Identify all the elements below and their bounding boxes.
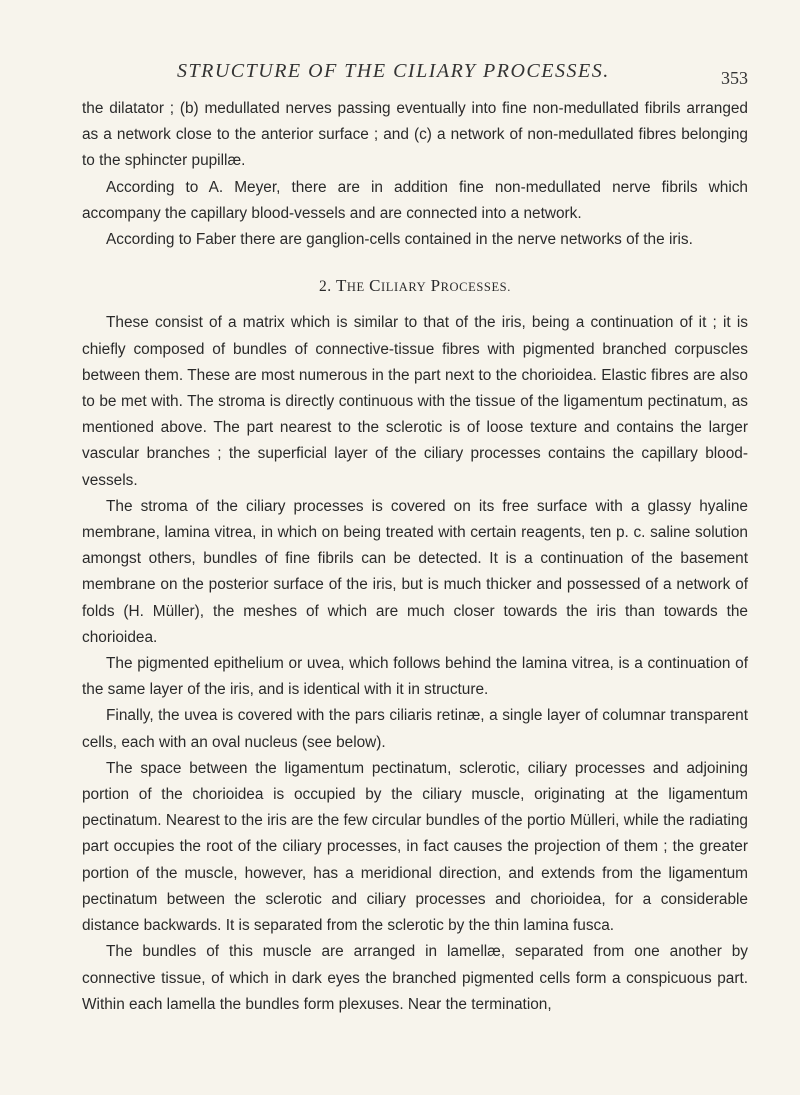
body-text — [82, 96, 748, 1018]
paragraph: According to A. Meyer, there are in addition fine non-medullated nerve fibrils which accompany the capillary blood-vessels and are connected into a network. — [82, 178, 748, 222]
running-title: STRUCTURE OF THE CILIARY PROCESSES. — [177, 60, 610, 82]
section-title: THE CILIARY PROCESSES. — [336, 276, 511, 296]
section-number: 2. — [319, 278, 332, 296]
paragraph: According to Faber there are ganglion-cells contained in the nerve networks of the iris. — [106, 231, 693, 249]
page-number: 353 — [721, 68, 748, 88]
paragraph: The bundles of this muscle are arranged in lamellæ, separated from one another by connective tissue, of which in dark eyes the branched pigmented cells form a conspicuous part. Within each lamella the bundles form plexuses. Near the termination, — [82, 943, 748, 1013]
section-heading — [82, 273, 748, 300]
page-header — [82, 60, 748, 86]
paragraph: The stroma of the ciliary processes is covered on its free surface with a glassy hyaline membrane, lamina vitrea, in which on being treated with certain reagents, ten p. c. saline solution amongst others, bundles of fine fibrils can be detected. It is a continuation of the basement membrane on the posterior surface of the iris, but is much thicker and possessed of a network of folds (H. Müller), the meshes of which are much closer towards the iris than towards the chorioidea. — [82, 497, 748, 646]
paragraph: The space between the ligamentum pectinatum, sclerotic, ciliary processes and adjoining portion of the chorioidea is occupied by the ciliary muscle, originating at the ligamentum pectinatum. Nearest to the iris are the few circular bundles of the portio Mülleri, while the radiating part occupies the root of the ciliary processes, in fact causes the projection of them ; the greater portion of the muscle, however, has a meridional direction, and extends from the ligamentum pectinatum between the sclerotic and ciliary processes and chorioidea, for a considerable distance backwards. It is separated from the sclerotic by the thin lamina fusca. — [82, 759, 748, 935]
paragraph: Finally, the uvea is covered with the pars ciliaris retinæ, a single layer of columnar transparent cells, each with an oval nucleus (see below). — [82, 707, 748, 751]
paragraph: These consist of a matrix which is similar to that of the iris, being a continuation of it ; it is chiefly composed of bundles of connective-tissue fibres with pigmented branched corpuscles between them. These are most numerous in the part next to the chorioidea. Elastic fibres are also to be met with. The stroma is directly continuous with the tissue of the ligamentum pectinatum, as mentioned above. The part nearest to the sclerotic is of loose texture and contains the larger vascular branches ; the superficial layer of the ciliary processes contains the capillary blood-vessels. — [82, 314, 748, 489]
paragraph: The pigmented epithelium or uvea, which follows behind the lamina vitrea, is a continuation of the same layer of the iris, and is identical with it in structure. — [82, 655, 748, 699]
paragraph: the dilatator ; (b) medullated nerves passing eventually into fine non-medullated fibrils arranged as a network close to the anterior surface ; and (c) a network of non-medullated fibres belonging to the sphincter pupillæ. — [82, 100, 748, 170]
